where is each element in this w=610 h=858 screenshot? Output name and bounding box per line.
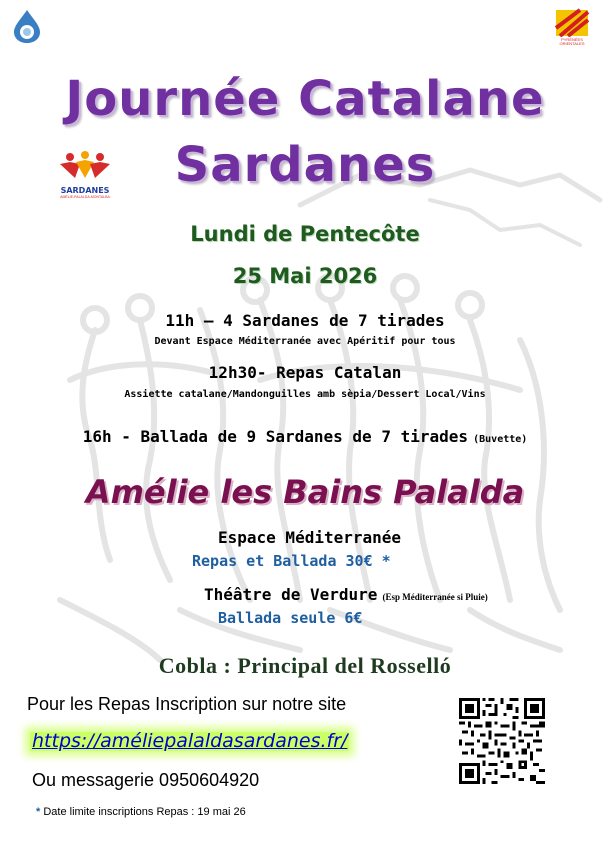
sardanes-logo-text: SARDANES <box>60 186 110 195</box>
program-item-1-main: 11h – 4 Sardanes de 7 tirades <box>165 311 445 330</box>
program-item-3-note: (Buvette) <box>473 434 528 445</box>
qr-code[interactable] <box>459 698 545 784</box>
event-day: Lundi de Pentecôte <box>190 222 420 246</box>
qr-code-icon <box>459 698 545 784</box>
venue-1-name: Espace Méditerranée <box>218 528 402 547</box>
venue-2-price: Ballada seule 6€ <box>218 609 363 627</box>
venue-2 <box>204 585 488 607</box>
catalan-flag-logo-text: PYRÉNÉES ORIENTALES <box>559 37 585 46</box>
program-item-3 <box>0 426 610 451</box>
venue-1-price: Repas et Ballada 30€ * <box>192 552 391 570</box>
title-line-2: Sardanes <box>174 137 436 193</box>
sardanes-dancers-logo-icon <box>56 150 114 182</box>
inscription-text: Pour les Repas Inscription sur notre site <box>27 694 347 714</box>
catalan-flag-logo <box>554 8 590 46</box>
website-link[interactable]: https://améliepalaldasardanes.fr/ <box>32 730 348 752</box>
program-item-2-main: 12h30- Repas Catalan <box>208 363 402 382</box>
sardanes-logo-subtext: AMÉLIE-PALALDA-MONTALBA <box>60 195 110 199</box>
venue-2-note: (Esp Méditerranée si Pluie) <box>382 592 488 602</box>
footnote-star: * <box>36 806 41 818</box>
cobla-name: Cobla : Principal del Rosselló <box>158 653 452 678</box>
title-line-1: Journée Catalane <box>65 71 545 127</box>
drop-logo <box>10 8 44 44</box>
program-item-2-note: Assiette catalane/Mandonguilles amb sèpia/Dessert Local/Vins <box>124 389 486 400</box>
website-link-wrap <box>30 728 349 755</box>
town-name: Amélie les Bains Palalda <box>85 473 525 511</box>
sardanes-logo <box>56 150 114 198</box>
website-link-highlight <box>30 732 349 751</box>
footnote <box>36 804 246 820</box>
event-date: 25 Mai 2026 <box>232 264 378 288</box>
drop-logo-icon <box>10 8 44 44</box>
venue-2-name: Théâtre de Verdure <box>204 585 378 604</box>
program-item-3-main: 16h - Ballada de 9 Sardanes de 7 tirades <box>82 427 469 446</box>
messagerie-text: Ou messagerie 0950604920 <box>32 770 260 790</box>
program-item-1-note: Devant Espace Méditerranée avec Apéritif pour tous <box>154 336 456 347</box>
footnote-text: Date limite inscriptions Repas : 19 mai 26 <box>43 806 246 818</box>
